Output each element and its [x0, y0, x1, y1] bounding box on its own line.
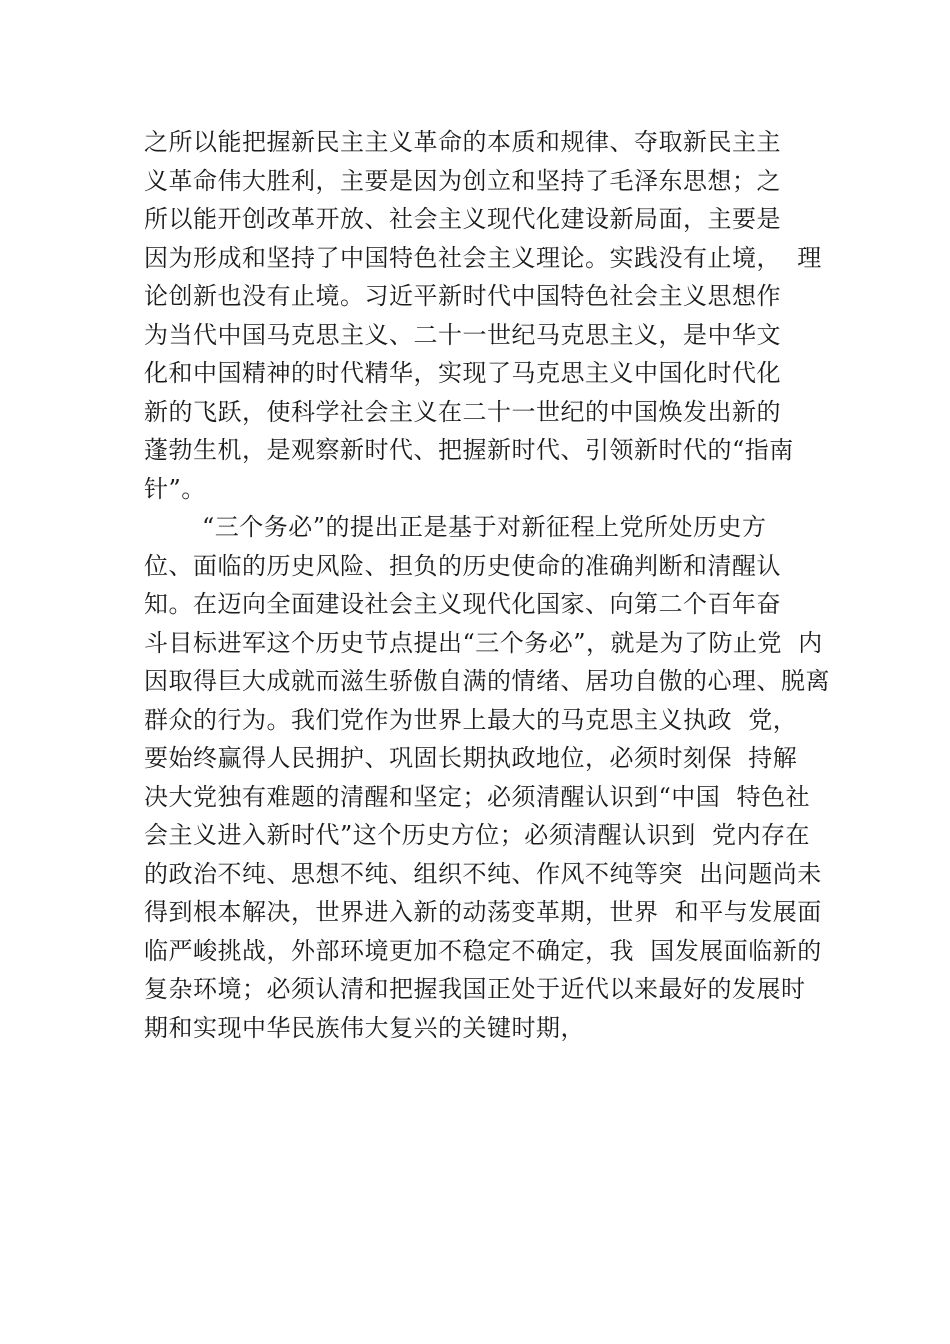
text-line: 之所以能把握新民主主义革命的本质和规律、夺取新民主主 [144, 128, 781, 156]
body-text [144, 123, 844, 1047]
paragraph-first-line: “三个务必”的提出正是基于对新征程上党所处历史方 [202, 513, 767, 541]
text-line: 针”。 [144, 474, 206, 503]
text-line: 群众的行为。我们党作为世界上最大的马克思主义执政 党， [144, 705, 798, 734]
text-line: 要始终赢得人民拥护、巩固长期执政地位，必须时刻保 持解 [144, 744, 798, 772]
text-line: 复杂环境；必须认清和把握我国正处于近代以来最好的发展时 [144, 975, 806, 1003]
text-line: 化和中国精神的时代精华，实现了马克思主义中国化时代化 [144, 359, 781, 387]
text-line: 论创新也没有止境。习近平新时代中国特色社会主义思想作 [144, 282, 781, 310]
text-line: 会主义进入新时代”这个历史方位；必须清醒认识到 党内存在 [144, 821, 811, 849]
text-line: 义革命伟大胜利，主要是因为创立和坚持了毛泽东思想；之 [144, 166, 781, 195]
text-line: 所以能开创改革开放、社会主义现代化建设新局面，主要是 [144, 205, 781, 233]
text-line: 因为形成和坚持了中国特色社会主义理论。实践没有止境， 理 [144, 243, 822, 272]
text-line: 新的飞跃，使科学社会主义在二十一世纪的中国焕发出新的 [144, 397, 781, 426]
text-line: 知。在迈向全面建设社会主义现代化国家、向第二个百年奋 [144, 590, 781, 618]
text-line: 因取得巨大成就而滋生骄傲自满的情绪、居功自傲的心理、脱离 [144, 667, 830, 695]
text-line: 位、面临的历史风险、担负的历史使命的准确判断和清醒认 [144, 551, 781, 580]
text-line: 为当代中国马克思主义、二十一世纪马克思主义，是中华文 [144, 320, 781, 349]
text-line: 斗目标进军这个历史节点提出“三个务必”，就是为了防止党 内 [144, 628, 823, 657]
text-line: 得到根本解决，世界进入新的动荡变革期，世界 和平与发展面 [144, 898, 822, 926]
text-line: 决大党独有难题的清醒和坚定；必须清醒认识到“中国 特色社 [144, 782, 811, 811]
text-line: 的政治不纯、思想不纯、组织不纯、作风不纯等突 出问题尚未 [144, 859, 822, 888]
text-line: 期和实现中华民族伟大复兴的关键时期， [144, 1013, 585, 1042]
text-line: 临严峻挑战，外部环境更加不稳定不确定，我 国发展面临新的 [144, 936, 822, 965]
text-line: 蓬勃生机，是观察新时代、把握新时代、引领新时代的“指南 [144, 436, 794, 464]
